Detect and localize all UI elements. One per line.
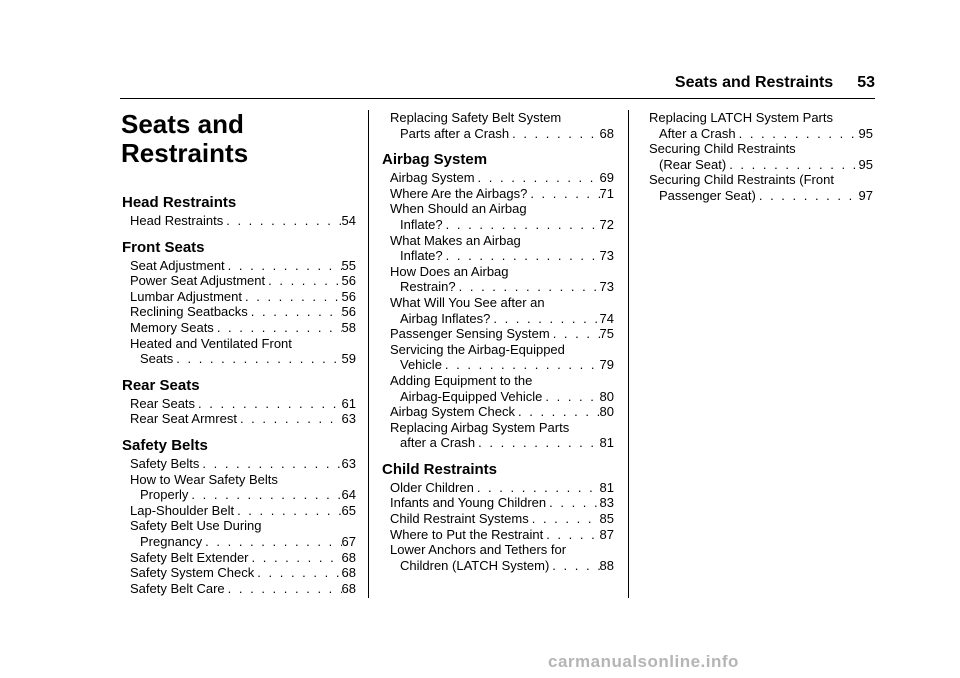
dot-leader	[173, 351, 341, 367]
dot-leader	[223, 213, 341, 229]
toc-entry-label: Older Children	[390, 479, 474, 495]
toc-entry-label: Rear Seat Armrest	[130, 411, 237, 427]
toc-entry[interactable]	[122, 336, 356, 367]
toc-entry-label: What Will You See after an	[390, 294, 545, 310]
toc-entry[interactable]	[382, 373, 614, 404]
toc-entry-page: 95	[858, 156, 873, 172]
toc-entry-page: 95	[858, 125, 873, 141]
toc-entry-label: Replacing Safety Belt System	[390, 110, 562, 125]
toc-entry-label: Airbag System	[390, 170, 475, 186]
dot-leader	[542, 389, 599, 405]
toc-entry-label: Safety Belts	[130, 455, 200, 471]
toc-entry-label: Children (LATCH System)	[400, 557, 550, 573]
toc-entry-label: Inflate?	[400, 248, 443, 264]
dot-leader	[546, 495, 599, 511]
toc-column-3	[641, 110, 873, 204]
toc-entry-label: Memory Seats	[130, 319, 214, 335]
toc-entry-page: 80	[599, 404, 614, 420]
toc-entry[interactable]	[122, 320, 356, 336]
toc-entry-label: Airbag System Check	[390, 404, 515, 420]
toc-entry-page: 59	[341, 351, 356, 367]
dot-leader	[726, 157, 858, 173]
toc-entry[interactable]	[382, 420, 614, 451]
toc-entry-label: Where to Put the Restraint	[390, 526, 544, 542]
dot-leader	[549, 558, 599, 574]
toc-entry-page: 73	[599, 248, 614, 264]
toc-entry-label: Restrain?	[400, 279, 456, 295]
toc-entry[interactable]	[122, 304, 356, 320]
toc-entry-page: 67	[341, 533, 356, 549]
toc-entry-label: Infants and Young Children	[390, 495, 547, 511]
toc-entry-page: 56	[341, 288, 356, 304]
toc-section	[382, 151, 614, 451]
dot-leader	[529, 511, 600, 527]
toc-entry-page: 68	[599, 125, 614, 141]
dot-leader	[225, 581, 342, 597]
running-header	[120, 74, 875, 92]
column-divider-2	[628, 110, 629, 598]
toc-entry[interactable]	[122, 565, 356, 581]
toc-entry-label: Airbag Inflates?	[400, 310, 491, 326]
dot-leader	[234, 503, 341, 519]
toc-entry-label: Lumbar Adjustment	[130, 288, 243, 304]
toc-entry[interactable]	[122, 396, 356, 412]
toc-section	[382, 110, 614, 141]
toc-entry-page: 81	[599, 479, 614, 495]
toc-entry[interactable]	[122, 550, 356, 566]
toc-entry-page: 61	[341, 395, 356, 411]
toc-entry-label: Replacing Airbag System Parts	[390, 419, 570, 435]
dot-leader	[188, 487, 341, 503]
toc-entry[interactable]	[382, 542, 614, 573]
toc-entry-list	[382, 480, 614, 574]
toc-entry-list	[382, 110, 614, 141]
toc-entry-page: 63	[341, 411, 356, 427]
toc-entry-page: 55	[341, 257, 356, 273]
toc-entry-label: Lap-Shoulder Belt	[130, 502, 235, 518]
toc-entry[interactable]	[382, 480, 614, 496]
toc-entry-page: 71	[599, 185, 614, 201]
toc-entry[interactable]	[382, 186, 614, 202]
toc-entry-label: Reclining Seatbacks	[130, 304, 248, 320]
dot-leader	[237, 411, 342, 427]
toc-entry[interactable]	[382, 527, 614, 543]
toc-section	[641, 110, 873, 204]
toc-entry-list	[122, 456, 356, 596]
toc-entry[interactable]	[122, 456, 356, 472]
dot-leader	[249, 550, 342, 566]
dot-leader	[202, 534, 341, 550]
toc-entry[interactable]	[122, 213, 356, 229]
toc-entry-label: Seats	[140, 351, 174, 367]
dot-leader	[443, 217, 600, 233]
dot-leader	[509, 126, 599, 142]
watermark: carmanualsonline.info	[548, 652, 739, 671]
chapter-title-line-1: Seats and	[121, 109, 244, 139]
toc-entry[interactable]	[382, 201, 614, 232]
toc-entry-label: Securing Child Restraints (Front	[649, 172, 834, 188]
toc-entry-label: Where Are the Airbags?	[390, 185, 528, 201]
dot-leader	[195, 396, 341, 412]
toc-entry-page: 88	[599, 557, 614, 573]
toc-entry-page: 69	[599, 170, 614, 186]
toc-entry-label: When Should an Airbag	[390, 201, 527, 217]
toc-entry[interactable]	[122, 518, 356, 549]
dot-leader	[736, 126, 859, 142]
toc-entry-page: 65	[341, 502, 356, 518]
toc-entry-page: 87	[599, 526, 614, 542]
toc-entry-label: Servicing the Airbag-Equipped	[390, 341, 565, 357]
toc-section-title: Rear Seats	[122, 376, 200, 394]
dot-leader	[242, 289, 342, 305]
toc-entry-page: 85	[599, 511, 614, 527]
toc-entry-list	[122, 258, 356, 367]
toc-column-1	[122, 194, 356, 596]
toc-entry-page: 72	[599, 216, 614, 232]
toc-entry-page: 56	[341, 304, 356, 320]
toc-entry-label: Adding Equipment to the	[390, 372, 533, 388]
dot-leader	[225, 258, 342, 274]
toc-entry[interactable]	[122, 472, 356, 503]
toc-entry-label: What Makes an Airbag	[390, 232, 521, 248]
dot-leader	[756, 188, 859, 204]
toc-entry-page: 68	[341, 565, 356, 581]
toc-section	[122, 239, 356, 367]
toc-section	[122, 194, 356, 229]
toc-entry[interactable]	[122, 503, 356, 519]
toc-section-title: Front Seats	[122, 238, 205, 256]
toc-entry-label: Safety System Check	[130, 565, 255, 581]
toc-entry-list	[382, 170, 614, 451]
toc-entry-label: Head Restraints	[130, 213, 224, 228]
dot-leader	[550, 326, 600, 342]
toc-entry-page: 64	[341, 487, 356, 503]
toc-section-title: Safety Belts	[122, 436, 208, 454]
toc-entry[interactable]	[382, 233, 614, 264]
toc-entry-label: How to Wear Safety Belts	[130, 471, 278, 487]
toc-entry-page: 56	[341, 273, 356, 289]
toc-entry-label: Child Restraint Systems	[390, 511, 529, 527]
toc-entry-label: Airbag-Equipped Vehicle	[400, 388, 543, 404]
toc-entry-page: 73	[599, 279, 614, 295]
column-divider-1	[368, 110, 369, 598]
toc-entry-label: Heated and Ventilated Front	[130, 335, 292, 351]
chapter-title	[121, 110, 248, 168]
dot-leader	[248, 304, 342, 320]
toc-entry[interactable]	[382, 511, 614, 527]
toc-entry[interactable]	[382, 326, 614, 342]
toc-entry-list	[122, 213, 356, 229]
toc-entry-label: Vehicle	[400, 357, 442, 373]
dot-leader	[214, 320, 342, 336]
dot-leader	[254, 565, 341, 581]
dot-leader	[515, 404, 600, 420]
toc-entry[interactable]	[641, 141, 873, 172]
toc-entry-label: Replacing LATCH System Parts	[649, 110, 833, 125]
toc-section	[382, 461, 614, 574]
running-header-title: Seats and Restraints	[674, 74, 834, 91]
toc-entry[interactable]	[382, 404, 614, 420]
toc-entry-label: Lower Anchors and Tethers for	[390, 542, 567, 558]
dot-leader	[475, 170, 600, 186]
toc-entry-label: Seat Adjustment	[130, 257, 225, 273]
dot-leader	[490, 311, 599, 327]
toc-entry[interactable]	[641, 172, 873, 203]
toc-entry-label: (Rear Seat)	[659, 156, 727, 172]
toc-entry-page: 83	[599, 495, 614, 511]
toc-section	[122, 437, 356, 596]
toc-entry[interactable]	[382, 342, 614, 373]
toc-entry-label: Passenger Sensing System	[390, 326, 550, 342]
toc-entry-label: How Does an Airbag	[390, 263, 509, 279]
toc-entry[interactable]	[122, 289, 356, 305]
toc-entry-page: 79	[599, 357, 614, 373]
toc-section-title: Airbag System	[382, 151, 488, 169]
dot-leader	[475, 435, 599, 451]
toc-entry-label: Safety Belt Care	[130, 580, 225, 596]
toc-entry-label: Power Seat Adjustment	[130, 273, 266, 289]
chapter-title-line-2: Restraints	[121, 138, 249, 168]
toc-entry-label: Passenger Seat)	[659, 187, 756, 203]
toc-section-title: Head Restraints	[122, 194, 237, 211]
toc-entry-label: After a Crash	[659, 125, 736, 141]
toc-entry-page: 54	[341, 213, 356, 228]
dot-leader	[443, 248, 600, 264]
toc-entry[interactable]	[122, 258, 356, 274]
dot-leader	[199, 456, 341, 472]
toc-entry-page: 81	[599, 435, 614, 451]
toc-section	[122, 377, 356, 427]
dot-leader	[265, 273, 341, 289]
toc-entry-label: Securing Child Restraints	[649, 141, 796, 157]
toc-entry[interactable]	[382, 110, 614, 141]
toc-entry[interactable]	[122, 411, 356, 427]
dot-leader	[442, 357, 600, 373]
toc-entry-label: Rear Seats	[130, 395, 196, 411]
toc-entry-list	[122, 396, 356, 427]
toc-entry-page: 97	[858, 187, 873, 203]
page-number: 53	[857, 74, 875, 91]
toc-entry-list	[641, 110, 873, 204]
toc-entry-label: Safety Belt Extender	[130, 549, 249, 565]
toc-entry[interactable]	[122, 581, 356, 597]
toc-entry-page: 68	[341, 549, 356, 565]
toc-entry[interactable]	[122, 273, 356, 289]
toc-entry-page: 63	[341, 455, 356, 471]
toc-entry-page: 75	[599, 326, 614, 342]
toc-entry-label: Parts after a Crash	[400, 125, 510, 141]
toc-entry-page: 80	[599, 388, 614, 404]
toc-entry[interactable]	[641, 110, 873, 141]
header-rule	[120, 98, 875, 99]
toc-entry-page: 68	[341, 580, 356, 596]
toc-section-title: Child Restraints	[382, 460, 498, 478]
toc-entry-label: Safety Belt Use During	[130, 518, 262, 534]
toc-entry[interactable]	[382, 264, 614, 295]
dot-leader	[543, 527, 599, 543]
dot-leader	[474, 480, 600, 496]
dot-leader	[456, 279, 600, 295]
toc-entry-label: Properly	[140, 487, 189, 503]
toc-entry-page: 58	[341, 319, 356, 335]
toc-entry-label: Pregnancy	[140, 533, 203, 549]
toc-entry-label: Inflate?	[400, 216, 443, 232]
toc-entry[interactable]	[382, 170, 614, 186]
toc-entry-page: 74	[599, 310, 614, 326]
toc-entry[interactable]	[382, 295, 614, 326]
toc-entry[interactable]	[382, 495, 614, 511]
toc-column-2	[382, 110, 614, 573]
toc-entry-label: after a Crash	[400, 435, 476, 451]
dot-leader	[527, 186, 599, 202]
